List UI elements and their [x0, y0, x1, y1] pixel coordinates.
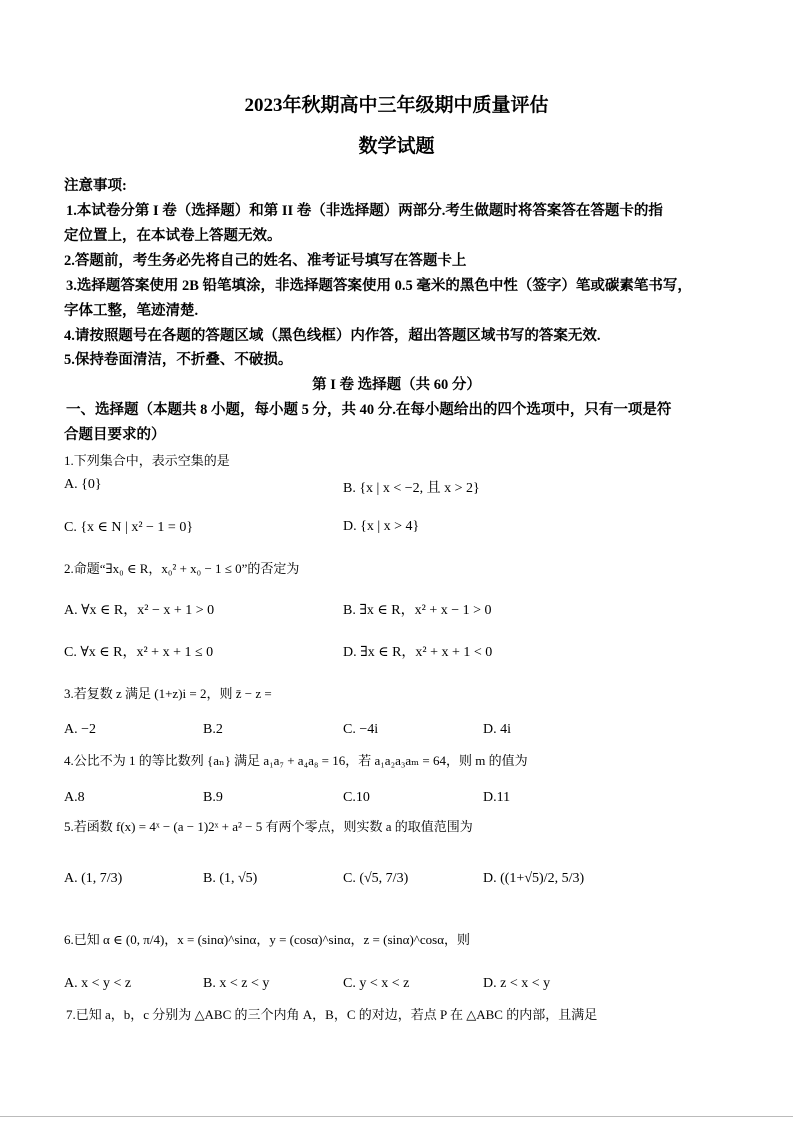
question-2-stem: 2.命题“∃x₀ ∈ R，x₀² + x₀ − 1 ≤ 0”的否定为 [64, 561, 300, 576]
question-1-option-b: B. {x | x < −2, 且 x > 2} [343, 481, 480, 496]
question-1-option-a: A. {0} [64, 477, 102, 492]
question-3-option-b: B.2 [203, 722, 223, 737]
section-intro-line-1: 一、选择题（本题共 8 小题，每小题 5 分，共 40 分.在每小题给出的四个选项中，只有一项是符 [66, 402, 672, 418]
question-1-option-c: C. {x ∈ N | x² − 1 = 0} [64, 520, 194, 535]
question-3-option-c: C. −4i [343, 722, 379, 737]
question-1-option-d: D. {x | x > 4} [343, 519, 420, 534]
note-1-line-2: 定位置上，在本试卷上答题无效。 [64, 228, 282, 244]
question-3-stem: 3.若复数 z 满足 (1+z)i = 2，则 z̄ − z = [64, 686, 272, 701]
notes-heading: 注意事项: [64, 178, 127, 194]
section-title: 第 I 卷 选择题（共 60 分） [312, 377, 481, 393]
question-6-stem: 6.已知 α ∈ (0, π/4)，x = (sinα)^sinα，y = (cosα)^sinα，z = (sinα)^cosα，则 [64, 932, 471, 947]
question-2-option-a: A. ∀x ∈ R，x² − x + 1 > 0 [64, 603, 215, 618]
question-5-option-b: B. (1, √5) [203, 871, 258, 886]
question-2-option-d: D. ∃x ∈ R，x² + x + 1 < 0 [343, 645, 493, 660]
question-4-option-c: C.10 [343, 790, 370, 805]
question-4-stem: 4.公比不为 1 的等比数列 {aₙ} 满足 a₁a₇ + a₄a₈ = 16，若 a₁a₂a₃aₘ = 64，则 m 的值为 [64, 753, 528, 768]
note-5: 5.保持卷面清洁，不折叠、不破损。 [64, 352, 293, 368]
question-5-option-d: D. ((1+√5)/2, 5/3) [483, 871, 585, 886]
exam-title: 2023年秋期高中三年级期中质量评估 [244, 95, 549, 116]
question-6-option-d: D. z < x < y [483, 976, 551, 991]
question-7-stem: 7.已知 a，b，c 分别为 △ABC 的三个内角 A，B，C 的对边，若点 P 在 △ABC 的内部，且满足 [66, 1007, 598, 1022]
note-3-line-2: 字体工整，笔迹清楚. [64, 303, 199, 319]
question-3-option-a: A. −2 [64, 722, 97, 737]
exam-subject: 数学试题 [358, 136, 435, 157]
question-3-option-d: D. 4i [483, 722, 511, 737]
section-intro-line-2: 合题目要求的） [64, 427, 166, 443]
question-4-option-b: B.9 [203, 790, 223, 805]
note-1-line-1: 1.本试卷分第 I 卷（选择题）和第 II 卷（非选择题）两部分.考生做题时将答案答在答题卡的指 [66, 203, 663, 219]
question-6-option-c: C. y < x < z [343, 976, 410, 991]
page-bottom-divider [0, 1116, 793, 1117]
question-4-option-d: D.11 [483, 790, 511, 805]
question-5-option-a: A. (1, 7/3) [64, 871, 123, 886]
question-6-option-b: B. x < z < y [203, 976, 270, 991]
question-1-stem: 1.下列集合中，表示空集的是 [64, 453, 230, 468]
question-2-option-b: B. ∃x ∈ R，x² + x − 1 > 0 [343, 603, 492, 618]
question-5-stem: 5.若函数 f(x) = 4ˣ − (a − 1)2ˣ + a² − 5 有两个零点，则实数 a 的取值范围为 [64, 819, 473, 834]
question-5-option-c: C. (√5, 7/3) [343, 871, 409, 886]
note-4: 4.请按照题号在各题的答题区域（黑色线框）内作答，超出答题区域书写的答案无效. [64, 328, 601, 344]
note-3-line-1: 3.选择题答案使用 2B 铅笔填涂，非选择题答案使用 0.5 毫米的黑色中性（签字）笔或碳素笔书写， [66, 278, 692, 294]
question-4-option-a: A.8 [64, 790, 85, 805]
question-2-option-c: C. ∀x ∈ R，x² + x + 1 ≤ 0 [64, 645, 214, 660]
question-6-option-a: A. x < y < z [64, 976, 132, 991]
note-2: 2.答题前，考生务必先将自己的姓名、准考证号填写在答题卡上 [64, 253, 467, 269]
